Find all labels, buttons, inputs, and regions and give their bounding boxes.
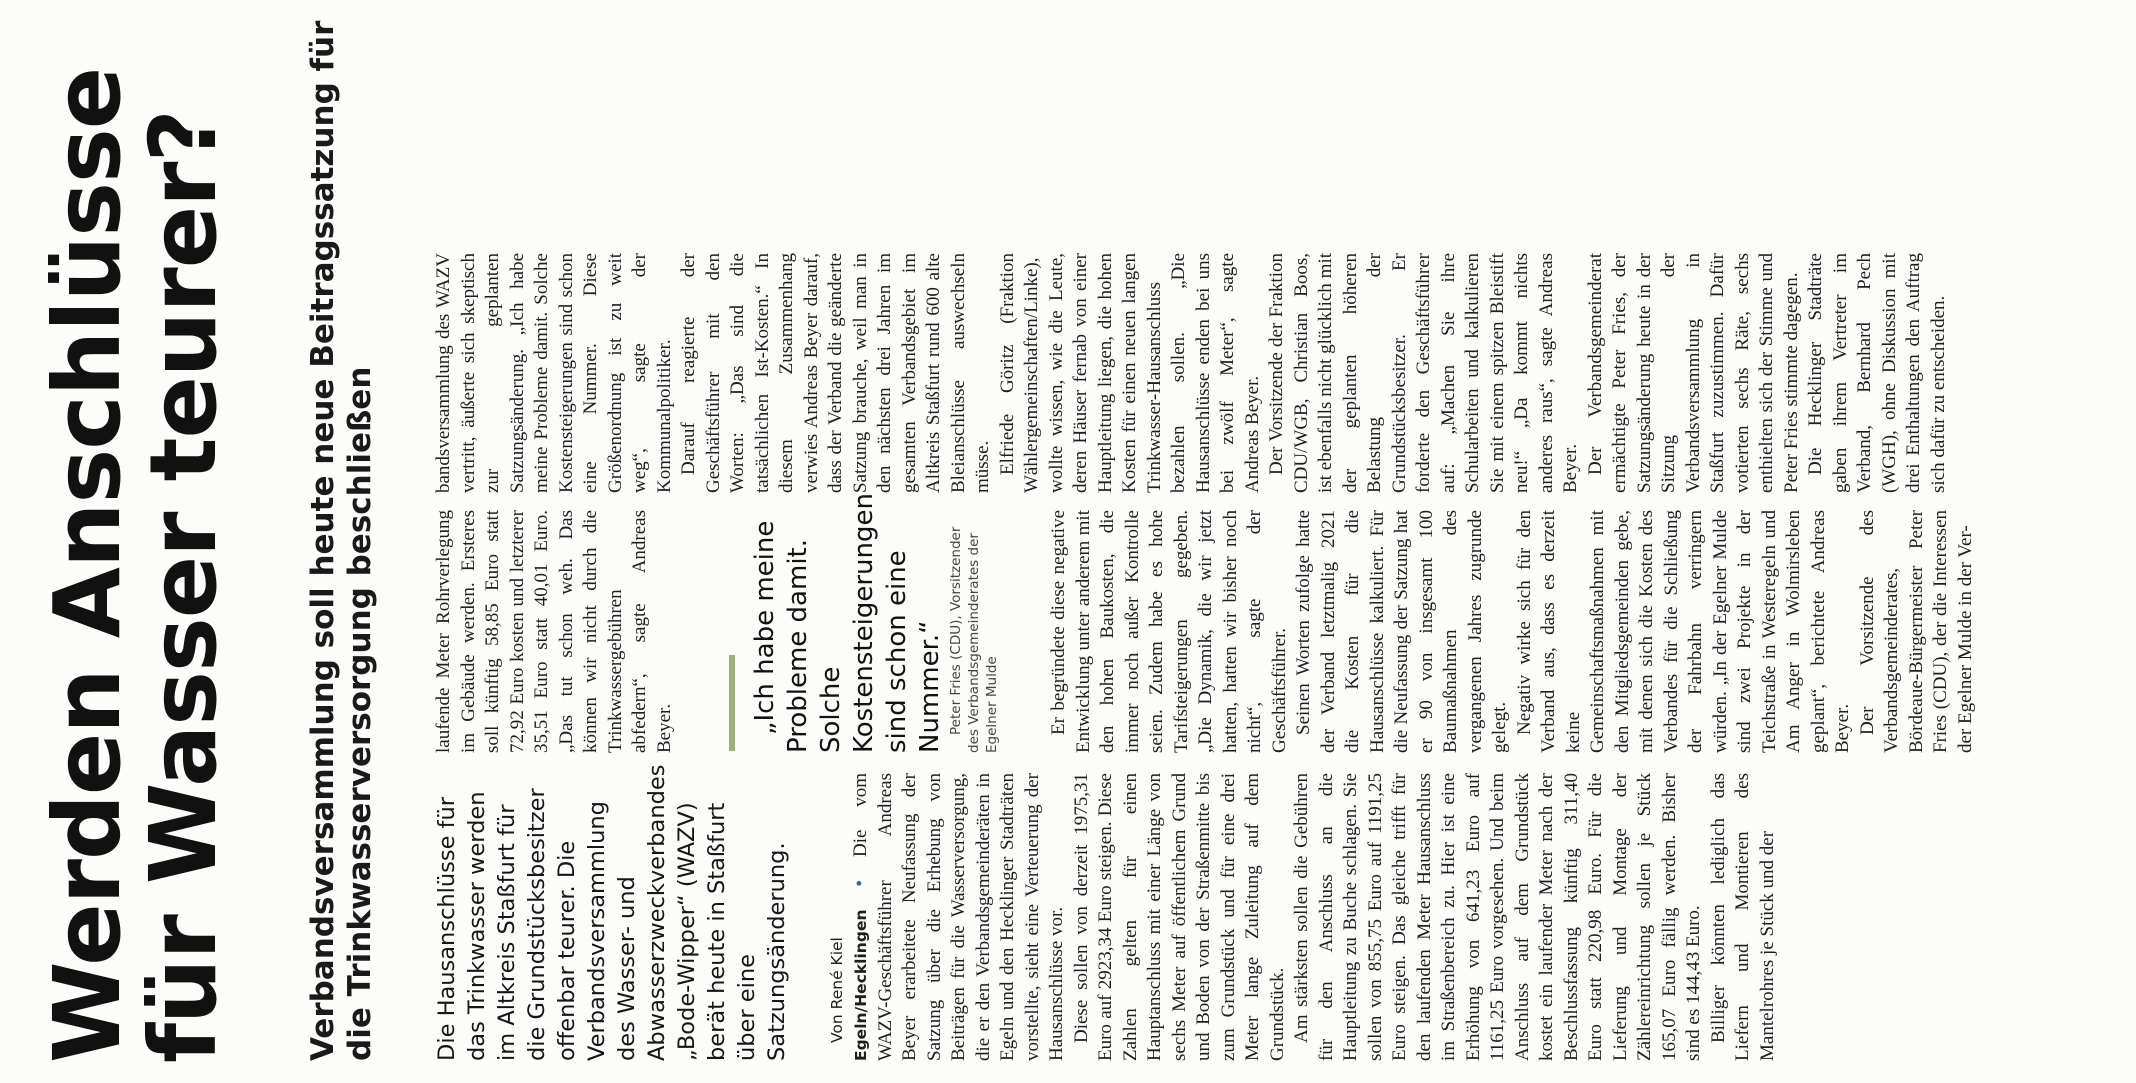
column-1 bbox=[432, 764, 1780, 1061]
byline: Von René Kiel bbox=[828, 937, 846, 1043]
body-paragraph: Der Verbandsgemeinderat ermächtigte Peter Fries, der Satzungsänderung heute in der Sitzung der Verbandsversammlung in Staßfurt zuzustimmen. Dafür votierten sechs Räte, sechs enthielten sich der Stimme und Peter Fries stimmte dagegen. bbox=[1584, 253, 1802, 493]
column-3 bbox=[432, 253, 1951, 493]
quote-accent-bar bbox=[729, 655, 735, 751]
body-paragraph: bandsversammlung des WAZV vertritt, äußerte sich skeptisch zur geplanten Satzungsänderung. „Ich habe meine Probleme damit. Solche Kostensteigerungen sind schon eine Nummer. Diese Größenordnung ist zu weit weg“, sagte der Kommunalpolitiker. bbox=[433, 253, 675, 493]
lead-paragraph bbox=[432, 764, 792, 1061]
body-paragraph: Die Hecklinger Stadträte gaben ihrem Vertreter im Verband, Bernhard Pech (WGH), ohne Diskussion mit drei Enthaltungen den Auftrag sich dafür zu entscheiden. bbox=[1805, 253, 1949, 493]
headline-line-1: Werden Anschlüsse bbox=[34, 67, 141, 1063]
body-paragraph: Diese sollen von derzeit 1975,31 Euro auf 2923,34 Euro steigen. Diese Zahlen gelten für einen Hauptanschluss mit einer Länge von sechs Meter auf öffentlichem Grund und Boden von der Straßenmitte bis zum Grundstück und für eine drei Meter lange Zuleitung auf dem Grundstück. bbox=[1070, 773, 1288, 1061]
body-paragraph: Er begründete diese negative Entwicklung unter anderem mit den hohen Baukosten, die immer noch außer Kontrolle seien. Zudem habe es hohe Tarifsteigerungen gegeben. „Die Dynamik, die wir jetzt hatten, hatten wir bisher noch nicht“, sagte der Geschäftsführer. bbox=[1048, 510, 1290, 753]
pull-quote bbox=[729, 493, 1001, 753]
dateline: Egeln/Hecklingen bbox=[852, 909, 870, 1061]
body-paragraph: Am stärksten sollen die Gebühren für den Anschluss an die Hauptleitung zu Buche schlagen. Sie sollen von 855,75 Euro auf 1191,25 Euro steigen. Das gleiche trifft für den laufenden Meter Hausanschluss im Straßenbereich zu. Hier ist eine Erhöhung von 641,23 Euro auf 1161,25 Euro vorgesehen. Und beim Anschluss auf dem Grundstück kostet ein laufender Meter nach der Beschlussfassung künftig 311,40 Euro statt 220,98 Euro. Für die Lieferung und Montage der Zählereinrichtung sollen je Stück 165,07 Euro fällig werden. Bisher sind es 144,43 Euro. bbox=[1291, 773, 1704, 1061]
bullet-icon: • bbox=[849, 879, 871, 887]
headline-line-2: für Wasser teurer? bbox=[130, 110, 237, 1063]
body-paragraph: Billiger könnten lediglich das Liefern und Montieren des Mantelrohres je Stück und der bbox=[1707, 773, 1778, 1061]
headline bbox=[34, 13, 237, 1063]
column-2 bbox=[432, 493, 1978, 753]
body-paragraph: Negativ wirke sich für den Verband aus, dass es derzeit keine Gemeinschaftsmaßnahmen mit den Mitgliedsgemeinden gebe, mit denen sich die Kosten des Verbandes für die Schließung der Fahrbahn verringern würden. „In der Egelner Mulde sind zwei Projekte in der Teichstraße in Westeregeln und Am Anger in Wolmirsleben geplant“, berichtete Andreas Beyer. bbox=[1513, 510, 1853, 753]
body-paragraph: Seinen Worten zufolge hatte der Verband letztmalig 2021 die Kosten für die Hausanschlüsse kalkuliert. Für die Neufassung der Satzung hat er 90 von insgesamt 100 Baumaßnahmen des vergangenen Jahres zugrunde gelegt. bbox=[1293, 510, 1510, 753]
body-paragraph: Der Vorsitzende der Fraktion CDU/WGB, Christian Boos, ist ebenfalls nicht glücklich mit der geplanten höheren Belastung der Grundstücksbesitzer. Er forderte den Geschäftsführer auf: „Machen Sie ihre Schularbeiten und kalkulieren Sie mit einem spitzen Bleistift neu!“ „Da kommt nichts anderes raus“, sagte Andreas Beyer. bbox=[1266, 253, 1581, 493]
quote-text: „Ich habe meine Probleme damit. Solche Kostensteigerungen sind schon eine Nummer.“ bbox=[750, 493, 945, 753]
body-paragraph: Der Vorsitzende des Verbandsgemeinderates, Bördeaue-Bürgermeister Peter Fries (CDU), der die Interessen der Egelner Mulde in der Ver- bbox=[1856, 510, 1976, 753]
subheadline: Verbandsversammlung soll heute neue Beitragssatzung für die Trinkwasserversorgung beschließen bbox=[305, 20, 378, 1061]
body-paragraph: Die vom WAZV-Geschäftsführer Andreas Beyer erarbeitete Neufassung der Satzung über die Erhebung von Beiträgen für die Wasserversorgung, die er den Verbandsgemeinderäten in Egeln und den Hecklinger Stadträten vorstellte, sieht eine Verteuerung der Hausanschlüsse vor. bbox=[850, 772, 1067, 1061]
quote-source: Peter Fries (CDU), Vorsitzender des Verbandsgemeinderates der Egelner Mulde bbox=[948, 526, 1000, 753]
lead-text: Die Hausanschlüsse für das Trinkwasser werden im Altkreis Staßfurt für die Grundstücksbesitzer offenbar teurer. Die Verbandsversammlung des Wasser- und Abwasserzweckverbandes „Bode-Wipper“ (WAZV) berät heute in Staßfurt über eine Satzungsänderung. bbox=[434, 764, 790, 1061]
body-paragraph: Elfriede Göritz (Fraktion Wählergemeinschaften/Linke), wollte wissen, wie die Leute, deren Häuser fernab von einer Hauptleitung liegen, die hohen Kosten für einen neuen langen Trinkwasser-Hausanschluss bezahlen sollen. „Die Hausanschlüsse enden bei uns bei zwölf Meter“, sagte Andreas Beyer. bbox=[996, 253, 1263, 493]
body-paragraph: Darauf reagierte der Geschäftsführer mit den Worten: „Das sind die tatsächlichen Ist-Kosten.“ In diesem Zusammenhang verwies Andreas Beyer darauf, dass der Verband die geänderte Satzung brauche, weil man in den nächsten drei Jahren im gesamten Verbandsgebiet im Altkreis Staßfurt rund 600 alte Bleianschlüsse auswechseln müsse. bbox=[678, 253, 993, 493]
body-paragraph: laufende Meter Rohrverlegung im Gebäude werden. Ersteres soll künftig 58,85 Euro statt 72,92 Euro kosten und letzterer 35,51 Euro statt 40,01 Euro. „Das tut schon weh. Das können wir nicht durch die Trinkwassergebühren abfedern“, sagte Andreas Beyer. bbox=[433, 510, 675, 753]
